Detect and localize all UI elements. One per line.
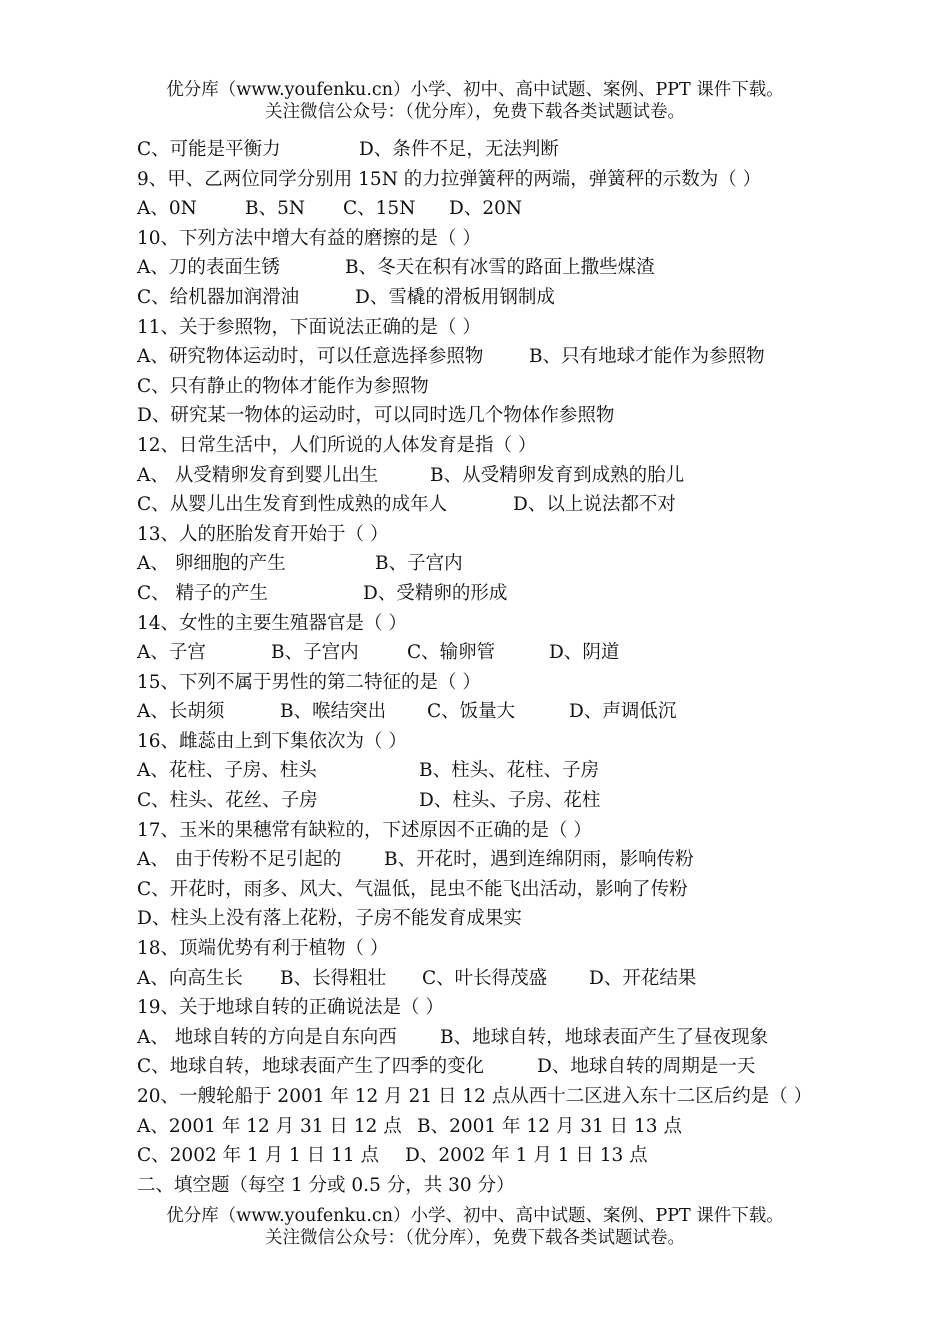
answer-option: A、刀的表面生锈 <box>137 257 280 279</box>
answer-option: D、2002 年 1 月 1 日 13 点 <box>405 1145 648 1167</box>
answer-option: C、给机器加润滑油 <box>137 286 300 308</box>
question-line: 15、下列不属于男性的第二特征的是（ ） <box>137 671 481 693</box>
answer-option: D、开花结果 <box>589 967 697 989</box>
answer-option: D、条件不足，无法判断 <box>359 139 559 160</box>
answer-option: B、子宫内 <box>271 642 359 664</box>
question-line: D、研究某一物体的运动时，可以同时选几个物体作参照物 <box>137 405 615 427</box>
options-line <box>137 194 927 224</box>
answer-option: C、 精子的产生 <box>137 582 269 604</box>
answer-option: C、2002 年 1 月 1 日 11 点 <box>137 1145 379 1167</box>
question-line: 二、填空题（每空 1 分或 0.5 分，共 30 分） <box>137 1174 515 1196</box>
answer-option: D、受精卵的形成 <box>363 582 508 604</box>
options-line <box>137 756 927 786</box>
page-footer <box>0 1205 950 1249</box>
options-line <box>137 845 927 875</box>
question-line: 18、顶端优势有利于植物（ ） <box>137 938 389 960</box>
question-line: 20、一艘轮船于 2001 年 12 月 21 日 12 点从西十二区进入东十二区后约是（ ） <box>137 1086 813 1107</box>
answer-option: A、向高生长 <box>137 967 243 989</box>
question-line: 10、下列方法中增大有益的磨擦的是（ ） <box>137 227 481 249</box>
options-line <box>137 135 927 165</box>
answer-option: A、2001 年 12 月 31 日 12 点 <box>137 1115 402 1137</box>
answer-option: B、柱头、花柱、子房 <box>419 760 600 782</box>
answer-option: A、0N <box>137 198 197 220</box>
answer-option: C、叶长得茂盛 <box>422 967 548 989</box>
answer-option: D、阴道 <box>549 642 620 664</box>
footer-line-1: 优分库（www.youfenku.cn）小学、初中、高中试题、案例、PPT 课件下载。 <box>166 1206 784 1226</box>
answer-option: C、可能是平衡力 <box>137 139 281 160</box>
options-line <box>137 461 927 491</box>
footer-line-2: 关注微信公众号：（优分库），免费下载各类试题试卷。 <box>265 1228 685 1248</box>
options-line <box>137 490 927 520</box>
answer-option: D、以上说法都不对 <box>513 494 676 516</box>
answer-option: B、子宫内 <box>375 553 463 575</box>
question-line: 14、女性的主要生殖器官是（ ） <box>137 612 407 634</box>
page-header <box>0 79 950 123</box>
question-line: 11、关于参照物，下面说法正确的是（ ） <box>137 316 481 338</box>
options-line <box>137 579 927 609</box>
options-line <box>137 283 927 313</box>
options-line <box>137 549 927 579</box>
answer-option: C、从婴儿出生发育到性成熟的成年人 <box>137 494 448 516</box>
answer-option: A、子宫 <box>137 642 206 664</box>
answer-option: B、开花时，遇到连绵阴雨，影响传粉 <box>384 849 694 871</box>
options-line <box>137 964 927 994</box>
options-line <box>137 1141 927 1171</box>
options-line <box>137 1112 927 1142</box>
answer-option: B、5N <box>245 198 306 220</box>
answer-option: D、声调低沉 <box>569 701 677 723</box>
options-line <box>137 253 927 283</box>
question-line: 9、甲、乙两位同学分别用 15N 的力拉弹簧秤的两端，弹簧秤的示数为（ ） <box>137 168 762 190</box>
answer-option: B、冬天在积有冰雪的路面上撒些煤渣 <box>345 257 655 279</box>
options-line <box>137 638 927 668</box>
answer-option: B、地球自转，地球表面产生了昼夜现象 <box>440 1026 769 1048</box>
question-line: 13、人的胚胎发育开始于（ ） <box>137 523 389 545</box>
answer-option: B、长得粗壮 <box>280 967 387 989</box>
answer-option: A、 地球自转的方向是自东向西 <box>137 1026 397 1048</box>
answer-option: B、只有地球才能作为参照物 <box>529 346 765 368</box>
answer-option: C、地球自转，地球表面产生了四季的变化 <box>137 1056 485 1078</box>
answer-option: A、花柱、子房、柱头 <box>137 760 317 782</box>
answer-option: C、输卵管 <box>407 642 496 664</box>
answer-option: D、地球自转的周期是一天 <box>537 1056 756 1078</box>
header-line-1: 优分库（www.youfenku.cn）小学、初中、高中试题、案例、PPT 课件下载。 <box>166 80 784 100</box>
answer-option: A、 从受精卵发育到婴儿出生 <box>137 464 379 486</box>
question-line: D、柱头上没有落上花粉，子房不能发育成果实 <box>137 908 522 930</box>
question-list <box>137 135 927 1200</box>
answer-option: D、雪橇的滑板用钢制成 <box>355 286 555 308</box>
answer-option: D、柱头、子房、花柱 <box>419 790 601 812</box>
question-line: 19、关于地球自转的正确说法是（ ） <box>137 997 444 1019</box>
answer-option: A、 由于传粉不足引起的 <box>137 849 342 871</box>
answer-option: A、长胡须 <box>137 701 225 723</box>
answer-option: B、喉结突出 <box>280 701 387 723</box>
answer-option: B、从受精卵发育到成熟的胎儿 <box>430 464 685 486</box>
answer-option: D、20N <box>449 198 523 220</box>
answer-option: C、15N <box>343 198 416 220</box>
answer-option: C、饭量大 <box>427 701 516 723</box>
question-line: C、只有静止的物体才能作为参照物 <box>137 375 429 397</box>
question-line: C、开花时，雨多、风大、气温低，昆虫不能飞出活动，影响了传粉 <box>137 878 688 900</box>
question-line: 12、日常生活中，人们所说的人体发育是指（ ） <box>137 434 537 456</box>
options-line <box>137 1052 927 1082</box>
options-line <box>137 1023 927 1053</box>
question-line: 16、雌蕊由上到下集依次为（ ） <box>137 730 407 752</box>
answer-option: C、柱头、花丝、子房 <box>137 790 318 812</box>
answer-option: A、研究物体运动时，可以任意选择参照物 <box>137 346 484 368</box>
options-line <box>137 697 927 727</box>
answer-option: A、 卵细胞的产生 <box>137 553 286 575</box>
options-line <box>137 786 927 816</box>
header-line-2: 关注微信公众号：（优分库），免费下载各类试题试卷。 <box>265 102 685 122</box>
options-line <box>137 342 927 372</box>
answer-option: B、2001 年 12 月 31 日 13 点 <box>417 1115 682 1137</box>
question-line: 17、玉米的果穗常有缺粒的，下述原因不正确的是（ ） <box>137 819 592 841</box>
